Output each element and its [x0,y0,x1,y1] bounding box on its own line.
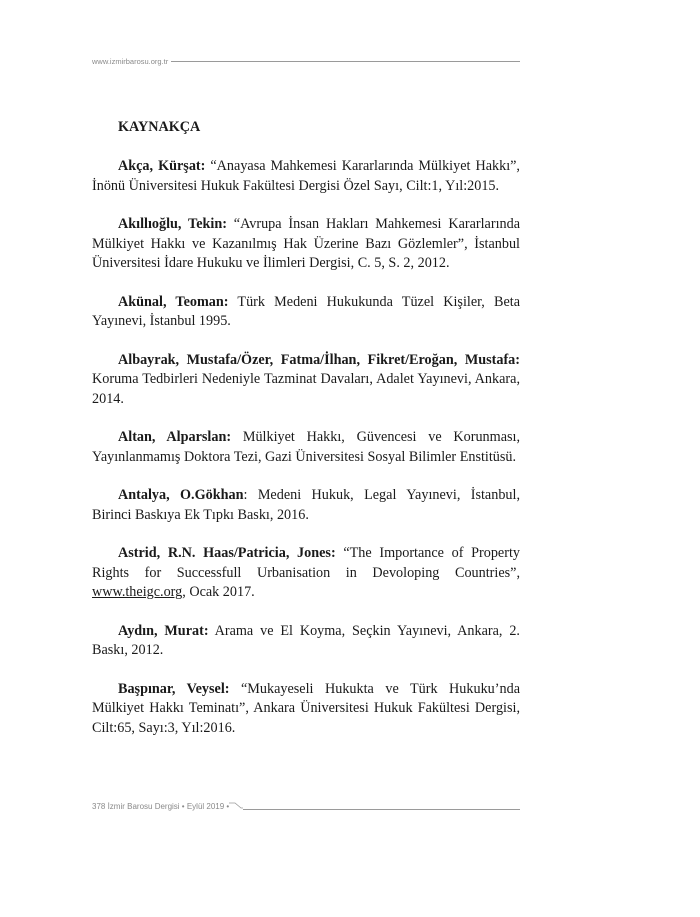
reference-author: Altan, Alparslan: [118,429,232,445]
reference-entry [92,544,520,603]
reference-entry [92,486,520,525]
references-section [92,118,520,757]
reference-text: Mülkiyet Hakkı, Güvencesi ve Korunması, Yayınlanmamış Doktora Tezi, Gazi Üniversitesi Sosyal Bilimler Enstitüsü. [92,429,520,465]
reference-text: “Mukayeseli Hukukta ve Türk Hukuku’nda Mülkiyet Hakkı Teminatı”, Ankara Üniversitesi Hukuk Fakültesi Dergisi, Cilt:65, Sayı:3, Yıl:2016. [92,680,520,736]
footer-text: 378 İzmir Barosu Dergisi • Eylül 2019 • [92,801,230,811]
reference-text: : Medeni Hukuk, Legal Yayınevi, İstanbul, Birinci Baskıya Ek Tıpkı Baskı, 2016. [92,487,521,523]
reference-author: Albayrak, Mustafa/Özer, Fatma/İlhan, Fikret/Eroğan, Mustafa: [118,351,520,368]
page-footer [92,799,520,813]
reference-author: Aydın, Murat: [118,622,209,639]
reference-author: Başpınar, Veysel: [118,680,230,697]
reference-entry [92,680,520,739]
header-url: www.izmirbarosu.org.tr [92,56,169,66]
reference-author: Astrid, R.N. Haas/Patricia, Jones: [118,545,336,561]
reference-entry [92,622,520,661]
reference-text: Arama ve El Koyma, Seçkin Yayınevi, Ankara, 2. Baskı, 2012. [92,622,520,658]
reference-author: Akünal, Teoman: [118,293,229,310]
reference-entry [92,351,520,410]
reference-text: “Avrupa İnsan Hakları Mahkemesi Kararlarında Mülkiyet Hakkı ve Kazanılmış Hak Üzerine Bazı Gözlemler”, İstanbul Üniversitesi İdare Hukuku ve İlimleri Dergisi, C. 5, S. 2, 2012. [92,216,521,271]
reference-entry [92,293,520,332]
footer-notch [229,801,243,811]
page-header [92,54,520,68]
reference-text: “The Importance of Property Rights for Successfull Urbanisation in Devoloping Countries”, [92,545,520,581]
reference-entry [92,157,520,196]
reference-author: Akıllıoğlu, Tekin: [118,216,227,232]
footer-rule [243,809,520,810]
header-rule [171,61,520,62]
reference-text: “Anayasa Mahkemesi Kararlarında Mülkiyet Hakkı”, İnönü Üniversitesi Hukuk Fakültesi Dergisi Özel Sayı, Cilt:1, Yıl:2015. [92,158,520,194]
section-heading: KAYNAKÇA [118,119,201,135]
reference-text-after: , Ocak 2017. [182,584,255,600]
reference-text: Türk Medeni Hukukunda Tüzel Kişiler, Beta Yayınevi, İstanbul 1995. [92,293,520,329]
reference-author: Akça, Kürşat: [118,158,206,174]
reference-link[interactable]: www.theigc.org [92,584,183,600]
reference-text: Koruma Tedbirleri Nedeniyle Tazminat Davaları, Adalet Yayınevi, Ankara, 2014. [92,371,520,407]
reference-entry [92,215,520,274]
reference-entry [92,428,520,467]
reference-author: Antalya, O.Gökhan [118,487,244,503]
